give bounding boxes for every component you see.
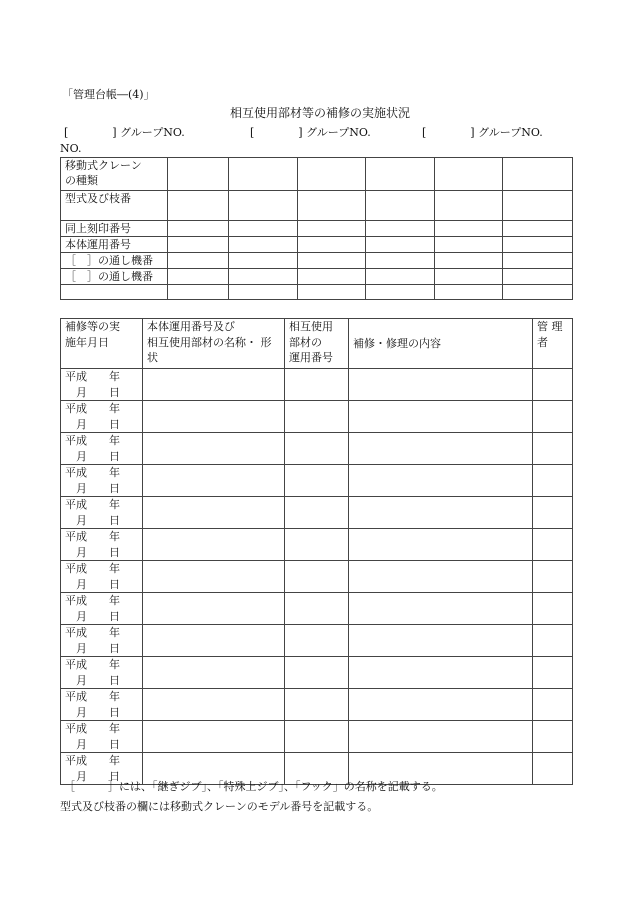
table-row [61,401,573,433]
entry-cell[interactable] [349,369,533,401]
date-cell[interactable]: 平成 年 月 日 [61,593,143,625]
entry-cell[interactable] [168,237,229,253]
entry-cell[interactable] [143,433,285,465]
date-cell[interactable]: 平成 年 月 日 [61,753,143,785]
entry-cell[interactable] [533,625,573,657]
entry-cell[interactable] [229,158,298,191]
entry-cell[interactable] [285,433,349,465]
entry-cell[interactable] [143,721,285,753]
header-part-name: 本体運用番号及び 相互使用部材の名称・ 形 状 [143,319,285,369]
entry-cell[interactable] [143,689,285,721]
entry-cell[interactable] [285,721,349,753]
entry-cell[interactable] [533,433,573,465]
entry-cell[interactable] [533,753,573,785]
row-label: 移動式クレーン の種類 [61,158,168,191]
table-row [61,529,573,561]
entry-cell[interactable] [168,269,229,285]
entry-cell[interactable] [503,269,573,285]
entry-cell[interactable] [298,158,366,191]
entry-cell[interactable] [298,221,366,237]
number-label: NO. [60,142,82,155]
table-row [61,191,573,221]
entry-cell[interactable] [168,191,229,221]
table-row [61,625,573,657]
entry-cell[interactable] [168,221,229,237]
date-cell[interactable]: 平成 年 月 日 [61,401,143,433]
entry-cell[interactable] [229,285,298,300]
entry-cell[interactable] [349,465,533,497]
table-row [61,593,573,625]
entry-cell[interactable] [435,221,503,237]
table-row [61,561,573,593]
entry-cell[interactable] [285,497,349,529]
entry-cell[interactable] [503,158,573,191]
entry-cell[interactable] [143,657,285,689]
document-title: 相互使用部材等の補修の実施状況 [230,106,411,120]
entry-cell[interactable] [533,721,573,753]
date-cell[interactable]: 平成 年 月 日 [61,369,143,401]
date-cell[interactable]: 平成 年 月 日 [61,561,143,593]
entry-cell[interactable] [229,237,298,253]
entry-cell[interactable] [143,625,285,657]
entry-cell[interactable] [229,253,298,269]
entry-cell[interactable] [168,158,229,191]
entry-cell[interactable] [285,593,349,625]
entry-cell[interactable] [349,561,533,593]
entry-cell[interactable] [229,191,298,221]
table-row [61,465,573,497]
date-cell[interactable]: 平成 年 月 日 [61,465,143,497]
entry-cell[interactable] [285,401,349,433]
entry-cell[interactable] [349,401,533,433]
entry-cell[interactable] [229,269,298,285]
row-label: 同上刻印番号 [61,221,168,237]
table-row [61,253,573,269]
entry-cell[interactable] [533,689,573,721]
entry-cell[interactable] [143,561,285,593]
entry-cell[interactable] [533,529,573,561]
entry-cell[interactable] [435,158,503,191]
row-label: ［ ］の通し機番 [61,269,168,285]
entry-cell[interactable] [349,529,533,561]
table-row [61,158,573,191]
entry-cell[interactable] [349,433,533,465]
entry-cell[interactable] [503,221,573,237]
entry-cell[interactable] [143,593,285,625]
crane-info-table [60,157,573,300]
entry-cell[interactable] [349,657,533,689]
entry-cell[interactable] [298,191,366,221]
entry-cell[interactable] [435,269,503,285]
entry-cell[interactable] [533,593,573,625]
date-cell[interactable]: 平成 年 月 日 [61,625,143,657]
table-row [61,689,573,721]
entry-cell[interactable] [366,158,435,191]
entry-cell[interactable] [143,401,285,433]
repair-record-table [60,318,573,785]
entry-cell[interactable] [349,625,533,657]
entry-cell[interactable] [298,285,366,300]
entry-cell[interactable] [349,689,533,721]
entry-cell[interactable] [366,221,435,237]
group-number-3: [ ] グループNO. [422,126,543,139]
entry-cell[interactable] [143,465,285,497]
entry-cell[interactable] [366,191,435,221]
date-cell[interactable]: 平成 年 月 日 [61,497,143,529]
entry-cell[interactable] [285,689,349,721]
entry-cell[interactable] [143,529,285,561]
table-row [61,657,573,689]
table-row [61,721,573,753]
entry-cell[interactable] [435,191,503,221]
entry-cell[interactable] [349,721,533,753]
row-label: 型式及び枝番 [61,191,168,221]
entry-cell[interactable] [229,221,298,237]
date-cell[interactable]: 平成 年 月 日 [61,657,143,689]
table-header-row [61,319,573,369]
table-row [61,285,573,300]
date-cell[interactable]: 平成 年 月 日 [61,433,143,465]
row-label: ［ ］の通し機番 [61,253,168,269]
table-row [61,433,573,465]
entry-cell[interactable] [533,561,573,593]
entry-cell[interactable] [168,285,229,300]
entry-cell[interactable] [533,369,573,401]
entry-cell[interactable] [366,285,435,300]
row-label [61,285,168,300]
table-row [61,221,573,237]
table-row [61,497,573,529]
entry-cell[interactable] [285,561,349,593]
entry-cell[interactable] [285,529,349,561]
date-cell[interactable]: 平成 年 月 日 [61,721,143,753]
entry-cell[interactable] [285,465,349,497]
entry-cell[interactable] [503,253,573,269]
entry-cell[interactable] [349,497,533,529]
header-manager: 管 理 者 [533,319,573,369]
entry-cell[interactable] [435,253,503,269]
note-1: ［ ］には、「継ぎジブ」、「特殊上ジブ」、「フック」の名称を記載する。 [64,780,443,793]
entry-cell[interactable] [533,657,573,689]
entry-cell[interactable] [285,369,349,401]
note-2: 型式及び枝番の欄には移動式クレーンのモデル番号を記載する。 [60,800,379,813]
entry-cell[interactable] [503,285,573,300]
entry-cell[interactable] [503,191,573,221]
document-label: 「管理台帳―(4)」 [62,88,155,101]
entry-cell[interactable] [143,497,285,529]
group-number-2: [ ] グループNO. [250,126,371,139]
table-row [61,369,573,401]
entry-cell[interactable] [503,237,573,253]
group-number-1: [ ] グループNO. [64,126,185,139]
entry-cell[interactable] [349,593,533,625]
entry-cell[interactable] [143,369,285,401]
entry-cell[interactable] [533,497,573,529]
header-part-number: 相互使用 部材の 運用番号 [285,319,349,369]
date-cell[interactable]: 平成 年 月 日 [61,689,143,721]
table-row [61,237,573,253]
header-repair-content: 補修・修理の内容 [349,319,533,369]
table-row [61,269,573,285]
entry-cell[interactable] [435,237,503,253]
entry-cell[interactable] [366,269,435,285]
entry-cell[interactable] [435,285,503,300]
entry-cell[interactable] [366,237,435,253]
entry-cell[interactable] [298,269,366,285]
entry-cell[interactable] [533,465,573,497]
entry-cell[interactable] [298,237,366,253]
entry-cell[interactable] [168,253,229,269]
entry-cell[interactable] [285,657,349,689]
entry-cell[interactable] [285,625,349,657]
entry-cell[interactable] [533,401,573,433]
entry-cell[interactable] [366,253,435,269]
row-label: 本体運用番号 [61,237,168,253]
date-cell[interactable]: 平成 年 月 日 [61,529,143,561]
header-repair-date: 補修等の実 施年月日 [61,319,143,369]
entry-cell[interactable] [298,253,366,269]
